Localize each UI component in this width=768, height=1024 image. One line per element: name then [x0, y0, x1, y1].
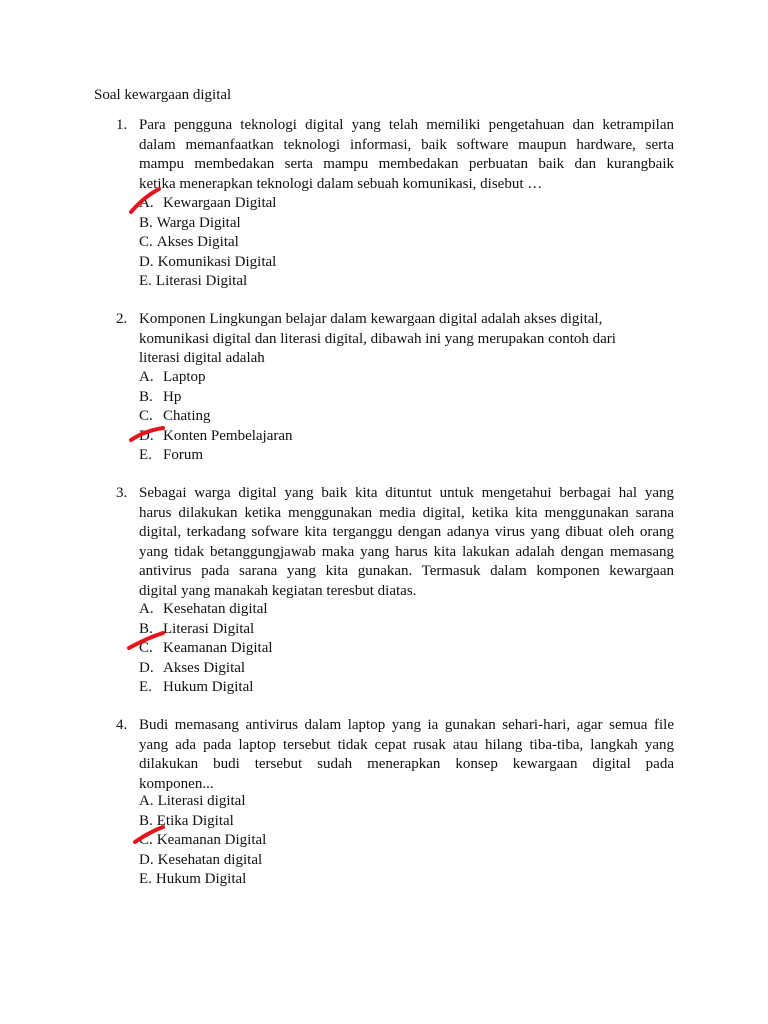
option-e	[139, 272, 276, 292]
option-d	[139, 253, 276, 273]
option-letter: B.	[139, 620, 153, 637]
question-line: dilakukan budi tersebut sudah menerapkan konsep kewargaan digital pada	[139, 756, 674, 772]
question-line: komponen...	[139, 775, 214, 792]
option-letter: A.	[139, 793, 154, 809]
page-title: Soal kewargaan digital	[94, 87, 232, 103]
option-letter: C.	[139, 640, 153, 656]
answer-mark-icon	[132, 824, 166, 846]
option-b	[139, 214, 276, 234]
option-text: Keamanan Digital	[156, 832, 267, 848]
option-a	[139, 792, 266, 812]
option-d	[139, 851, 266, 871]
question-line: dalam memanfaatkan teknologi informasi, baik software maupun hardware, serta	[139, 136, 674, 153]
question-line: digital, terkadang sofware kita terganggu dengan adanya virus yang dibuat oleh orang	[139, 524, 674, 540]
question-number: 1.	[116, 117, 128, 133]
option-text: Komunikasi Digital	[157, 253, 277, 270]
option-c	[139, 233, 276, 253]
option-text: Literasi Digital	[163, 620, 255, 637]
option-text: Akses Digital	[163, 659, 246, 676]
question-line: digital yang manakah kegiatan teresbut diatas.	[139, 582, 417, 599]
option-text: Hp	[163, 388, 182, 405]
option-letter: D.	[139, 851, 154, 868]
option-e	[139, 870, 266, 890]
option-letter: B.	[139, 214, 153, 231]
option-letter: C.	[139, 832, 153, 848]
option-e	[139, 678, 273, 698]
question-text	[139, 484, 674, 601]
option-text: Kesehatan digital	[163, 601, 268, 617]
option-letter: D.	[139, 427, 154, 444]
option-text: Chating	[163, 408, 211, 424]
option-text: Etika Digital	[156, 812, 234, 829]
option-text: Hukum Digital	[155, 871, 247, 887]
option-text: Forum	[163, 447, 204, 463]
answer-mark-icon	[126, 630, 166, 652]
answer-mark-icon	[128, 186, 162, 216]
option-letter: B.	[139, 388, 153, 405]
question-line: antivirus pada sarana yang kita gunakan. Termasuk dalam komponen kewargaan	[139, 563, 674, 579]
question-number: 4.	[116, 717, 128, 733]
option-letter: A.	[139, 369, 154, 385]
option-text: Keamanan Digital	[163, 640, 273, 656]
option-d	[139, 659, 273, 679]
option-text: Konten Pembelajaran	[163, 427, 293, 444]
option-letter: A.	[139, 195, 154, 211]
answer-mark-icon	[128, 424, 166, 444]
option-text: Literasi Digital	[155, 273, 248, 289]
option-letter: A.	[139, 601, 154, 617]
question-number: 3.	[116, 485, 128, 501]
option-letter: E.	[139, 447, 152, 463]
question-text	[139, 310, 674, 369]
option-letter: B.	[139, 812, 153, 829]
option-text: Kewargaan Digital	[163, 195, 277, 211]
question-text	[139, 116, 674, 194]
option-b	[139, 388, 293, 408]
question-line: harus dilakukan ketika menggunakan media digital, ketika kita menggunakan sarana	[139, 504, 674, 521]
option-a	[139, 368, 293, 388]
question-text	[139, 716, 674, 794]
option-letter: C.	[139, 234, 153, 250]
option-letter: E.	[139, 871, 152, 887]
question-line: komunikasi digital dan literasi digital, dibawah ini yang merupakan contoh dari	[139, 330, 616, 347]
option-text: Kesehatan digital	[157, 851, 263, 868]
question-line: Sebagai warga digital yang baik kita dituntut untuk mengetahui berbagai hal yang	[139, 485, 674, 501]
option-e	[139, 446, 293, 466]
option-letter: D.	[139, 659, 154, 676]
option-text: Hukum Digital	[163, 679, 254, 695]
question-number: 2.	[116, 311, 128, 327]
question-line: Komponen Lingkungan belajar dalam kewargaan digital adalah akses digital,	[139, 311, 603, 327]
option-text: Akses Digital	[156, 234, 239, 250]
question-line: mampu membedakan serta mampu membedakan perbuatan baik dan kurangbaik	[139, 156, 674, 172]
option-letter: E.	[139, 273, 152, 289]
option-a	[139, 600, 273, 620]
options-list	[139, 368, 293, 466]
question-line: Budi memasang antivirus dalam laptop yang ia gunakan sehari-hari, agar semua file	[139, 717, 674, 733]
option-text: Laptop	[163, 369, 206, 385]
option-text: Literasi digital	[157, 793, 246, 809]
question-line: yang tidak betanggungjawab maka yang harus kita lakukan adalah dengan memasang	[139, 543, 674, 560]
option-letter: C.	[139, 408, 153, 424]
question-line: literasi digital adalah	[139, 350, 265, 366]
question-line: ketika menerapkan teknologi dalam sebuah komunikasi, disebut …	[139, 175, 543, 192]
option-letter: D.	[139, 253, 154, 270]
option-text: Warga Digital	[156, 214, 241, 231]
question-line: yang ada pada laptop tersebut tidak cepat rusak atau hilang tiba-tiba, langkah yang	[139, 736, 674, 753]
question-line: Para pengguna teknologi digital yang telah memiliki pengetahuan dan ketrampilan	[139, 117, 674, 133]
option-letter: E.	[139, 679, 152, 695]
